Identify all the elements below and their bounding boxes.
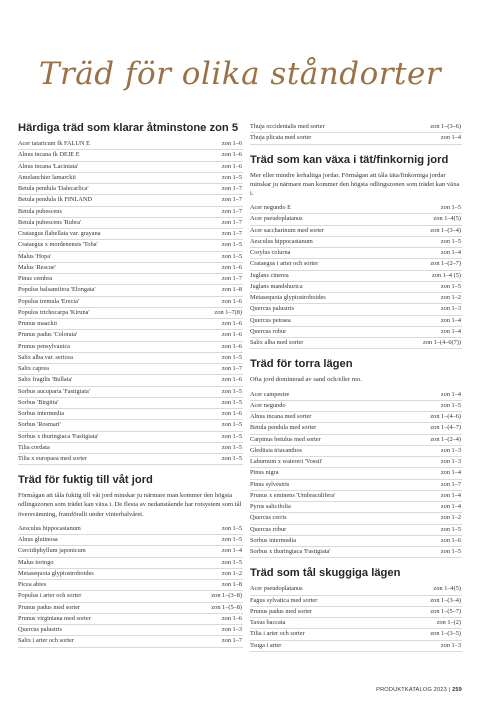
list-item xyxy=(18,162,243,173)
list-item xyxy=(18,420,243,431)
tree-name: Cercidiphyllum japonicum xyxy=(18,547,86,555)
hardiness-zone: zon 1–6 xyxy=(221,614,242,622)
list-item xyxy=(18,387,243,398)
tree-name: Picea abies xyxy=(18,581,47,589)
hardiness-zone: zon 1–7 xyxy=(221,275,242,282)
list-item xyxy=(250,536,462,547)
hardiness-zone: zon 1–2 xyxy=(440,514,461,522)
hardiness-zone: zon 1–5 xyxy=(221,432,242,440)
section-heading: Träd för fuktig till våt jord xyxy=(18,474,153,487)
tree-name: Carpinus betulus med sorter xyxy=(250,435,321,443)
hardiness-zone: zon 1–4 xyxy=(440,134,461,142)
hardiness-zone: zon 1–5 xyxy=(221,252,242,260)
list-item xyxy=(18,603,243,614)
hardiness-zone: zon 1–4 xyxy=(440,316,461,324)
page-footer: PRODUKTKATALOG 2023 | 259 xyxy=(376,687,462,693)
tree-name: Salix caprea xyxy=(18,365,49,372)
hardiness-zone: zon 1–6 xyxy=(221,162,242,170)
list-item xyxy=(250,271,462,282)
tree-name: Tilia x europaea med sorter xyxy=(18,455,88,462)
tree-name: Gleditsia triacanthos xyxy=(250,446,302,454)
tree-name: Sorbus 'Rosmari' xyxy=(18,421,61,429)
section-5 xyxy=(250,567,462,652)
hardiness-zone: zon 1–4 xyxy=(440,491,461,499)
tree-list xyxy=(250,584,462,652)
hardiness-zone: zon 1–(5–8) xyxy=(211,603,242,611)
section-heading: Träd som tål skuggiga lägen xyxy=(250,567,401,580)
list-item xyxy=(250,226,462,237)
list-item xyxy=(250,248,462,259)
hardiness-zone: zon 1–(3–4) xyxy=(430,596,461,604)
tree-list xyxy=(18,139,243,465)
list-item xyxy=(18,558,243,569)
section-heading: Härdiga träd som klarar åtminstone zon 5 xyxy=(18,122,239,134)
list-item xyxy=(250,618,462,629)
page-title: Träd för olika ståndorter xyxy=(38,56,442,92)
tree-name: Betula pubescens xyxy=(18,207,62,215)
hardiness-zone: zon 1–6 xyxy=(221,331,242,339)
hardiness-zone: zon 1–5 xyxy=(221,353,242,361)
hardiness-zone: zon 1–2 xyxy=(440,294,461,302)
list-item xyxy=(18,375,243,386)
tree-name: Thuja plicata med sorter xyxy=(250,134,312,142)
tree-name: Betula pendula fk FINLAND xyxy=(18,196,92,204)
tree-name: Acer saccharinum med sorter xyxy=(250,226,324,234)
list-item xyxy=(250,584,462,595)
hardiness-zone: zon 1–8 xyxy=(221,286,242,294)
tree-name: Betula pubescens 'Rubra' xyxy=(18,218,82,226)
right-column xyxy=(250,122,462,661)
hardiness-zone: zon 1–6 xyxy=(221,410,242,417)
tree-name: Betula pendula 'Dalecarlica' xyxy=(18,185,89,192)
hardiness-zone: zon 1–6 xyxy=(221,376,242,384)
tree-name: Quercus robur xyxy=(250,525,287,533)
list-item xyxy=(250,401,462,412)
list-item xyxy=(250,259,462,270)
hardiness-zone: zon 1–5 xyxy=(440,525,461,533)
hardiness-zone: zon 1–6 xyxy=(221,140,242,147)
tree-name: Prunus padus 'Colorata' xyxy=(18,331,78,339)
section-intro: Förmågan att tåla fuktig till våt jord minskar ju närmare man kommer den högsta odlingszonen som trädet kan växa i. De flesta av nedanstående har rotsystem som tål översvämning, framförallt under vinterhalvåret. xyxy=(18,492,242,518)
hardiness-zone: zon 1–7 xyxy=(221,196,242,204)
section-heading: Träd som kan växa i tät/finkornig jord xyxy=(250,153,449,166)
tree-name: Juglans cinerea xyxy=(250,271,289,279)
tree-name: Tsuga i arter xyxy=(250,641,282,649)
tree-name: Alnus incana fk DEJE E xyxy=(18,151,80,159)
hardiness-zone: zon 1–(3–8) xyxy=(211,592,242,600)
tree-name: Aesculus hippocastanum xyxy=(18,524,81,532)
list-item xyxy=(18,409,243,420)
tree-name: Prunus x eminens 'Umbraculifera' xyxy=(250,491,336,499)
hardiness-zone: zon 1–(3–4) xyxy=(430,226,461,234)
tree-name: Acer negundo E xyxy=(250,204,291,212)
tree-name: Juglans mandshurica xyxy=(250,282,303,290)
tree-name: Crataegus x mordenensis 'Toba' xyxy=(18,241,98,249)
tree-name: Quercus petraea xyxy=(250,316,291,324)
tree-name: Populus i arter och sorter xyxy=(18,592,82,600)
hardiness-zone: zon 1–5 xyxy=(221,241,242,249)
hardiness-zone: zon 1–5 xyxy=(221,558,242,566)
list-item xyxy=(250,468,462,479)
tree-name: Thuja occidentalis med sorter xyxy=(250,123,325,130)
hardiness-zone: zon 1–7 xyxy=(221,365,242,372)
tree-name: Acer campestre xyxy=(250,390,290,398)
list-item xyxy=(18,297,243,308)
hardiness-zone: zon 1–(5–7) xyxy=(430,607,461,615)
hardiness-zone: zon 1–6 xyxy=(221,342,242,350)
list-item xyxy=(250,304,462,315)
hardiness-zone: zon 1–5 xyxy=(221,455,242,462)
list-item xyxy=(250,596,462,607)
hardiness-zone: zon 1–5 xyxy=(221,387,242,395)
hardiness-zone: zon 1–7 xyxy=(440,480,461,488)
tree-list xyxy=(18,524,243,648)
hardiness-zone: zon 1–3 xyxy=(440,641,461,649)
tree-name: Aesculus hippocastanum xyxy=(250,237,313,245)
hardiness-zone: zon 1–5 xyxy=(440,401,461,409)
hardiness-zone: zon 1–7(8) xyxy=(214,308,242,316)
tree-name: Acer negundo xyxy=(250,401,286,409)
hardiness-zone: zon 1–5 xyxy=(440,282,461,290)
tree-name: Metasequoia glyptostroboides xyxy=(18,569,94,577)
list-item xyxy=(250,491,462,502)
left-column xyxy=(18,122,243,657)
list-item xyxy=(250,525,462,536)
hardiness-zone: zon 1–4 xyxy=(221,547,242,555)
hardiness-zone: zon 1–5 xyxy=(440,204,461,212)
tree-name: Prunus maackii xyxy=(18,320,57,327)
section-heading: Träd för torra lägen xyxy=(250,358,353,371)
list-item xyxy=(250,316,462,327)
list-item xyxy=(18,535,243,546)
section-0 xyxy=(18,122,243,465)
list-item xyxy=(18,263,243,274)
tree-name: Acer tataricum fk FALUN E xyxy=(18,140,90,147)
list-item xyxy=(18,184,243,195)
hardiness-zone: zon 1–4 xyxy=(440,249,461,257)
list-item xyxy=(250,293,462,304)
tree-name: Acer pseudoplatanus xyxy=(250,585,303,593)
tree-name: Salix alba var. sericea xyxy=(18,353,73,361)
list-item xyxy=(250,327,462,338)
hardiness-zone: zon 1–7 xyxy=(221,230,242,237)
hardiness-zone: zon 1–6 xyxy=(221,151,242,159)
list-item xyxy=(18,364,243,375)
list-item xyxy=(18,342,243,353)
hardiness-zone: zon 1–4(5) xyxy=(433,585,461,593)
list-item xyxy=(18,285,243,296)
hardiness-zone: zon 1–5 xyxy=(221,524,242,532)
hardiness-zone: zon 1–(4–6) xyxy=(430,413,461,421)
list-item xyxy=(250,338,462,349)
hardiness-zone: zon 1–5 xyxy=(440,548,461,556)
section-1 xyxy=(18,474,243,647)
tree-name: Crataegus flabellata var. grayana xyxy=(18,230,101,237)
tree-name: Taxus baccata xyxy=(250,619,286,627)
list-item xyxy=(18,173,243,184)
hardiness-zone: zon 1–7 xyxy=(221,218,242,226)
tree-list xyxy=(250,203,462,349)
hardiness-zone: zon 1–4(5) xyxy=(433,215,461,223)
hardiness-zone: zon 1–6 xyxy=(221,297,242,305)
tree-name: Prunus pensylvanica xyxy=(18,342,70,350)
tree-name: Tilia cordata xyxy=(18,443,50,451)
list-item xyxy=(18,319,243,330)
tree-name: Corylus colurna xyxy=(250,249,291,257)
hardiness-zone: zon 1–5 xyxy=(221,173,242,181)
tree-name: Quercus cerris xyxy=(250,514,287,522)
tree-name: Sorbus intermedia xyxy=(18,410,64,417)
list-item xyxy=(18,308,243,319)
tree-name: Sorbus x thuringiaca 'Fastigiata' xyxy=(250,548,331,556)
tree-name: Sorbus x thuringiaca 'Fastigiata' xyxy=(18,432,99,440)
list-item xyxy=(250,513,462,524)
list-item xyxy=(18,240,243,251)
list-item xyxy=(250,547,462,558)
hardiness-zone: zon 1–8 xyxy=(221,581,242,589)
hardiness-zone: zon 1–3 xyxy=(440,305,461,313)
list-item xyxy=(18,274,243,285)
hardiness-zone: zon 1–5 xyxy=(221,443,242,451)
section-4 xyxy=(250,358,462,558)
list-item xyxy=(250,237,462,248)
tree-name: Alnus incana 'Laciniata' xyxy=(18,162,79,170)
tree-name: Crataegus i arter och sorter xyxy=(250,260,319,268)
hardiness-zone: zon 1–6 xyxy=(221,320,242,327)
hardiness-zone: zon 1–4 xyxy=(440,503,461,511)
list-item xyxy=(250,133,462,144)
tree-name: Malus 'Hopa' xyxy=(18,252,52,260)
hardiness-zone: zon 1–2 xyxy=(221,569,242,577)
hardiness-zone: zon 1–(4–7) xyxy=(430,424,461,432)
tree-name: Populus trichocarpa 'Kiruna' xyxy=(18,308,90,316)
hardiness-zone: zon 1–6 xyxy=(221,263,242,271)
tree-name: Pinus nigra xyxy=(250,469,279,477)
hardiness-zone: zon 1–4 xyxy=(440,390,461,398)
tree-name: Prunus virginiana med sorter xyxy=(18,614,91,622)
list-item xyxy=(18,454,243,465)
hardiness-zone: zon 1–4 (5) xyxy=(431,271,461,279)
list-item xyxy=(18,580,243,591)
section-intro: Ofta jord dominerad av sand och/eller mo. xyxy=(250,376,362,384)
list-item xyxy=(18,229,243,240)
list-item xyxy=(250,435,462,446)
tree-name: Quercus robur xyxy=(250,327,287,335)
list-item xyxy=(18,398,243,409)
hardiness-zone: zon 1–5 xyxy=(221,536,242,544)
hardiness-zone: zon 1–4 xyxy=(440,469,461,477)
tree-name: Populus tremula 'Erecta' xyxy=(18,297,80,305)
hardiness-zone: zon 1–7 xyxy=(221,185,242,192)
list-item xyxy=(18,569,243,580)
list-item xyxy=(18,636,243,647)
list-item xyxy=(18,139,243,150)
list-item xyxy=(250,502,462,513)
tree-name: Alnus glutinosa xyxy=(18,536,58,544)
hardiness-zone: zon 1–5 xyxy=(221,421,242,429)
list-item xyxy=(18,195,243,206)
list-item xyxy=(250,122,462,133)
tree-name: Prunus padus med sorter xyxy=(18,603,81,611)
list-item xyxy=(250,457,462,468)
hardiness-zone: zon 1–(2–4) xyxy=(430,435,461,443)
catalog-name: PRODUKTKATALOG 2023 xyxy=(376,687,447,693)
hardiness-zone: zon 1–4 xyxy=(440,327,461,335)
hardiness-zone: zon 1–6 xyxy=(440,536,461,544)
list-item xyxy=(18,614,243,625)
hardiness-zone: zon 1–(3–5) xyxy=(430,630,461,638)
list-item xyxy=(250,607,462,618)
tree-name: Amelanchier lamarckii xyxy=(18,173,76,181)
tree-name: Malus toringo xyxy=(18,558,54,566)
tree-name: Salix alba med sorter xyxy=(250,339,304,347)
hardiness-zone: zon 1–(2–7) xyxy=(430,260,461,268)
tree-name: Salix i arter och sorter xyxy=(18,637,74,645)
tree-list xyxy=(250,390,462,559)
section-3 xyxy=(250,154,462,350)
list-item xyxy=(18,524,243,535)
tree-name: Salix fragilis 'Bullata' xyxy=(18,376,73,384)
tree-name: Populus balsamifera 'Elongata' xyxy=(18,286,96,294)
hardiness-zone: zon 1–(2) xyxy=(436,619,461,627)
list-item xyxy=(18,546,243,557)
list-item xyxy=(250,641,462,652)
tree-name: Sorbus intermedia xyxy=(250,536,296,544)
hardiness-zone: zon 1–7 xyxy=(221,207,242,215)
hardiness-zone: zon 1–7 xyxy=(221,637,242,645)
list-item xyxy=(18,432,243,443)
tree-name: Fagus sylvatica med sorter xyxy=(250,596,318,604)
list-item xyxy=(18,218,243,229)
hardiness-zone: zon 1–3 xyxy=(440,446,461,454)
tree-name: Sorbus 'Birgitta' xyxy=(18,398,59,406)
hardiness-zone: zon 1–(4–6(7)) xyxy=(423,339,461,347)
list-item xyxy=(18,150,243,161)
tree-name: Acer pseudoplatanus xyxy=(250,215,303,223)
hardiness-zone: zon 1–3 xyxy=(221,626,242,634)
list-item xyxy=(250,412,462,423)
list-item xyxy=(250,214,462,225)
list-item xyxy=(250,480,462,491)
hardiness-zone: zon 1–3 xyxy=(440,458,461,466)
tree-name: Laburnum x watereri 'Vossii' xyxy=(250,458,323,466)
hardiness-zone: zon 1–(3–6) xyxy=(430,123,461,130)
tree-name: Pyrus salicifolia xyxy=(250,503,291,511)
tree-name: Alnus incana med sorter xyxy=(250,413,312,421)
list-item xyxy=(250,446,462,457)
list-item xyxy=(250,390,462,401)
tree-name: Betula pendula med sorter xyxy=(250,424,317,432)
page-number: 259 xyxy=(452,687,462,693)
list-item xyxy=(250,203,462,214)
list-item xyxy=(18,330,243,341)
list-item xyxy=(18,443,243,454)
section-2 xyxy=(250,122,462,145)
list-item xyxy=(250,282,462,293)
hardiness-zone: zon 1–5 xyxy=(221,398,242,406)
list-item xyxy=(18,207,243,218)
tree-name: Sorbus aucuparia 'Fastigiata' xyxy=(18,387,90,395)
tree-name: Tilia i arter och sorter xyxy=(250,630,305,638)
list-item xyxy=(250,423,462,434)
tree-list xyxy=(250,122,462,145)
tree-name: Metasequoia glyptostroboides xyxy=(250,294,326,302)
tree-name: Pinus cembra xyxy=(18,275,53,282)
tree-name: Malus 'Rescue' xyxy=(18,263,56,271)
list-item xyxy=(18,625,243,636)
list-item xyxy=(18,252,243,263)
tree-name: Quercus palustris xyxy=(250,305,294,313)
tree-name: Quercus palustris xyxy=(18,626,62,634)
list-item xyxy=(250,629,462,640)
section-intro: Mer eller mindre lerhaltiga jordar. Förmågan att tåla täta/finkorniga jordar minskar ju närmare man kommer den högsta odlingszonen som trädet kan växa i. xyxy=(250,171,460,197)
tree-name: Pinus sylvestris xyxy=(250,480,290,488)
list-item xyxy=(18,591,243,602)
tree-name: Prunus padus med sorter xyxy=(250,607,313,615)
hardiness-zone: zon 1–5 xyxy=(440,237,461,245)
list-item xyxy=(18,353,243,364)
